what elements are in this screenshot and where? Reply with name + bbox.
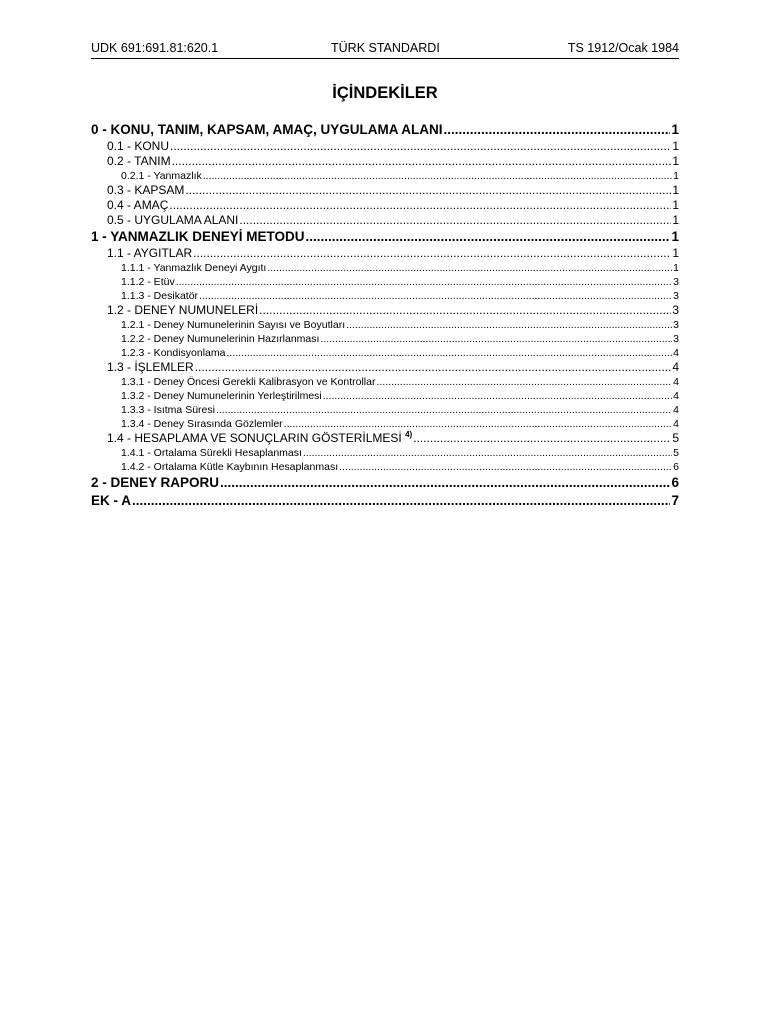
toc-entry-label: 0.2.1 - Yanmazlık — [121, 170, 202, 182]
dot-leader — [267, 261, 672, 275]
dot-leader — [259, 303, 671, 318]
toc-entry-page: 3 — [673, 276, 679, 288]
toc-entry-page: 4 — [673, 376, 679, 388]
toc-entry-label: EK - A — [91, 493, 131, 508]
udk-code: UDK 691:691.81:620.1 — [91, 41, 219, 55]
toc-entry-label: 1.2 - DENEY NUMUNELERİ — [107, 303, 259, 317]
toc-entry[interactable] — [91, 474, 679, 492]
toc-entry[interactable] — [91, 228, 679, 246]
page-title: İÇİNDEKİLER — [332, 84, 438, 102]
toc-entry-page: 4 — [672, 360, 679, 374]
toc-entry-page: 1 — [672, 198, 679, 212]
page-header — [91, 40, 679, 59]
toc-entry-label: 1.3 - İŞLEMLER — [107, 360, 194, 374]
toc-entry[interactable] — [91, 183, 679, 198]
dot-leader — [216, 403, 672, 417]
toc-entry-page: 4 — [673, 404, 679, 416]
dot-leader — [195, 360, 672, 375]
toc-entry-label: 1.2.2 - Deney Numunelerinin Hazırlanması — [121, 333, 320, 345]
dot-leader — [226, 346, 672, 360]
toc-entry[interactable] — [91, 139, 679, 154]
toc-entry[interactable] — [91, 261, 679, 275]
toc-entry-label: 1.1.1 - Yanmazlık Deneyi Aygıtı — [121, 262, 267, 274]
toc-entry[interactable] — [91, 303, 679, 318]
toc-entry-label: 1.3.3 - Isıtma Süresi — [121, 404, 215, 416]
toc-entry[interactable] — [91, 346, 679, 360]
standard-name: TÜRK STANDARDI — [331, 41, 440, 55]
toc-entry-page: 1 — [673, 170, 679, 182]
toc-entry-page: 6 — [673, 461, 679, 473]
footnote-marker: 4) — [405, 431, 413, 439]
toc-entry-page: 1 — [672, 139, 679, 153]
toc-entry-page: 7 — [671, 493, 679, 508]
toc-entry-label: 1.3.1 - Deney Öncesi Gerekli Kalibrasyon ve Kontrollar — [121, 376, 376, 388]
toc-entry[interactable] — [91, 246, 679, 261]
toc-entry-page: 1 — [671, 122, 679, 137]
table-of-contents — [91, 121, 679, 510]
toc-entry-page: 5 — [673, 447, 679, 459]
toc-entry-page: 4 — [673, 390, 679, 402]
toc-entry[interactable] — [91, 121, 679, 139]
standard-number: TS 1912/Ocak 1984 — [567, 41, 679, 55]
dot-leader — [220, 474, 670, 492]
toc-entry-label: 1.4.1 - Ortalama Sürekli Hesaplanması — [121, 447, 302, 459]
dot-leader — [320, 332, 672, 346]
toc-entry-page: 1 — [672, 213, 679, 227]
toc-entry-label: 0.3 - KAPSAM — [107, 183, 185, 197]
toc-entry-label: 1.2.3 - Kondisyonlama — [121, 347, 226, 359]
toc-entry-page: 1 — [672, 154, 679, 168]
toc-entry-label: 1.4.2 - Ortalama Kütle Kaybının Hesaplanması — [121, 461, 339, 473]
toc-entry-label: 1.3.4 - Deney Sırasında Gözlemler — [121, 418, 283, 430]
dot-leader — [132, 492, 670, 510]
dot-leader — [172, 154, 672, 169]
dot-leader — [199, 289, 672, 303]
toc-entry[interactable] — [91, 403, 679, 417]
dot-leader — [193, 246, 671, 261]
toc-entry-label: 0.5 - UYGULAMA ALANI — [107, 213, 239, 227]
toc-entry-page: 4 — [673, 347, 679, 359]
toc-entry-page: 6 — [671, 475, 679, 490]
dot-leader — [339, 460, 672, 474]
toc-entry[interactable] — [91, 318, 679, 332]
dot-leader — [306, 228, 671, 246]
toc-entry-page: 5 — [672, 431, 679, 445]
toc-entry[interactable] — [91, 446, 679, 460]
toc-entry[interactable] — [91, 460, 679, 474]
dot-leader — [203, 169, 672, 183]
toc-entry-label: 1.2.1 - Deney Numunelerinin Sayısı ve Boyutları — [121, 319, 346, 331]
toc-entry-page: 3 — [673, 290, 679, 302]
toc-entry[interactable] — [91, 389, 679, 403]
toc-entry[interactable] — [91, 375, 679, 389]
dot-leader — [323, 389, 672, 403]
toc-entry[interactable] — [91, 492, 679, 510]
dot-leader — [443, 121, 670, 139]
toc-entry-page: 4 — [673, 418, 679, 430]
toc-entry[interactable] — [91, 154, 679, 169]
toc-entry-label: 1.1.3 - Desikatör — [121, 290, 199, 302]
dot-leader — [170, 139, 671, 154]
toc-entry-label: 1.4 - HESAPLAMA VE SONUÇLARIN GÖSTERİLMESİ — [107, 431, 402, 445]
toc-entry-page: 3 — [673, 319, 679, 331]
toc-entry[interactable] — [91, 213, 679, 228]
toc-entry[interactable] — [91, 275, 679, 289]
toc-entry-label: 1.1 - AYGITLAR — [107, 246, 193, 260]
toc-entry-label: 2 - DENEY RAPORU — [91, 475, 220, 490]
dot-leader — [346, 318, 672, 332]
toc-entry-label: 0 - KONU, TANIM, KAPSAM, AMAÇ, UYGULAMA ALANI — [91, 122, 443, 137]
toc-entry-page: 1 — [672, 183, 679, 197]
dot-leader — [413, 431, 671, 446]
dot-leader — [284, 417, 672, 431]
toc-entry[interactable] — [91, 332, 679, 346]
toc-entry[interactable] — [91, 198, 679, 213]
toc-entry-label: 0.4 - AMAÇ — [107, 198, 169, 212]
toc-entry-page: 1 — [672, 246, 679, 260]
toc-entry-label: 0.2 - TANIM — [107, 154, 171, 168]
toc-entry[interactable] — [91, 169, 679, 183]
toc-entry-label: 0.1 - KONU — [107, 139, 170, 153]
toc-entry[interactable] — [91, 289, 679, 303]
toc-entry-label: 1 - YANMAZLIK DENEYİ METODU — [91, 229, 305, 244]
toc-entry-page: 3 — [672, 303, 679, 317]
dot-leader — [376, 375, 672, 389]
dot-leader — [239, 213, 671, 228]
dot-leader — [176, 275, 672, 289]
toc-entry-page: 3 — [673, 333, 679, 345]
dot-leader — [303, 446, 672, 460]
dot-leader — [185, 183, 671, 198]
toc-entry-label: 1.1.2 - Etüv — [121, 276, 175, 288]
toc-entry-page: 1 — [673, 262, 679, 274]
toc-entry[interactable] — [91, 431, 679, 446]
toc-entry[interactable] — [91, 360, 679, 375]
toc-entry-page: 1 — [671, 229, 679, 244]
toc-entry-label: 1.3.2 - Deney Numunelerinin Yerleştirilmesi — [121, 390, 322, 402]
dot-leader — [169, 198, 671, 213]
toc-entry[interactable] — [91, 417, 679, 431]
